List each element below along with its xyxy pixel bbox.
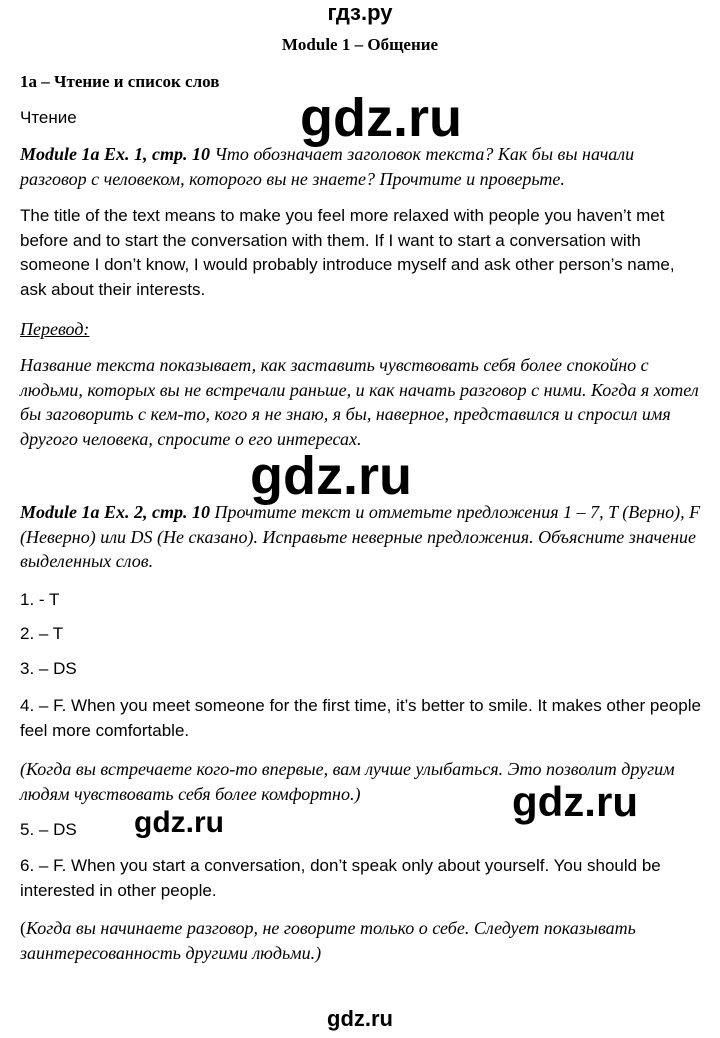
section-title: 1a – Чтение и список слов bbox=[20, 72, 220, 91]
answer-2: 2. – T bbox=[20, 624, 64, 643]
exercise-2-task-text: Прочтите текст и отметьте предложения 1 – 7, T (Верно), F (Неверно) или DS (Не сказано). Исправьте неверные предложения. Объясните значение выделенных слов. bbox=[20, 502, 701, 571]
exercise-2-task bbox=[20, 500, 704, 574]
site-header: гдз.ру bbox=[327, 0, 393, 25]
answer-6-translation-block bbox=[20, 916, 704, 965]
translation-label: Перевод: bbox=[20, 319, 90, 339]
exercise-1-task-text: Что обозначает заголовок текста? Как бы вы начали разговор с человеком, которого вы не знаете? Прочтите и проверьте. bbox=[20, 144, 635, 189]
exercise-1-answer: The title of the text means to make you feel more relaxed with people you haven’t met before and to start the conversation with them. If I want to start a conversation with someone I don’t know, I would probably introduce myself and ask other person’s name, ask about their interests. bbox=[20, 206, 675, 299]
answer-6-translation: Когда вы начинаете разговор, не говорите только о себе. Следует показывать заинтересованность другими людьми.) bbox=[20, 918, 636, 963]
watermark-4: gdz.ru bbox=[134, 806, 224, 839]
answer-4-translation: (Когда вы встречаете кого-то впервые, вам лучше улыбаться. Это позволит другим людям чувствовать себя более комфортно.) bbox=[20, 759, 675, 804]
watermark-3: gdz.ru bbox=[512, 778, 638, 825]
exercise-1-translation: Название текста показывает, как заставить чувствовать себя более спокойно с людьми, которых вы не встречали раньше, и как начать разговор с ними. Когда я хотел бы заговорить с кем-то, кого я не знаю, я бы, наверное, представился и спросил имя другого человека, спросите о его интересах. bbox=[20, 355, 699, 449]
module-title: Module 1 – Общение bbox=[281, 35, 439, 54]
watermark-1: gdz.ru bbox=[300, 88, 462, 148]
answer-6: 6. – F. When you start a conversation, don’t speak only about yourself. You should be interested in other people. bbox=[20, 856, 661, 900]
answer-5: 5. – DS bbox=[20, 820, 77, 839]
watermark-2: gdz.ru bbox=[250, 446, 412, 506]
answer-3: 3. – DS bbox=[20, 659, 77, 678]
answer-4: 4. – F. When you meet someone for the first time, it’s better to smile. It makes other people feel more comfortable. bbox=[20, 696, 701, 740]
exercise-1-task bbox=[20, 142, 704, 191]
reading-label: Чтение bbox=[20, 108, 77, 127]
exercise-1-ref: Module 1a Ex. 1, стр. 10 bbox=[20, 144, 211, 164]
site-footer: gdz.ru bbox=[327, 1006, 393, 1031]
answer-1: 1. - T bbox=[20, 590, 60, 609]
answer-6-paren: ( bbox=[20, 918, 26, 938]
exercise-2-ref: Module 1a Ex. 2, стр. 10 bbox=[20, 502, 211, 522]
